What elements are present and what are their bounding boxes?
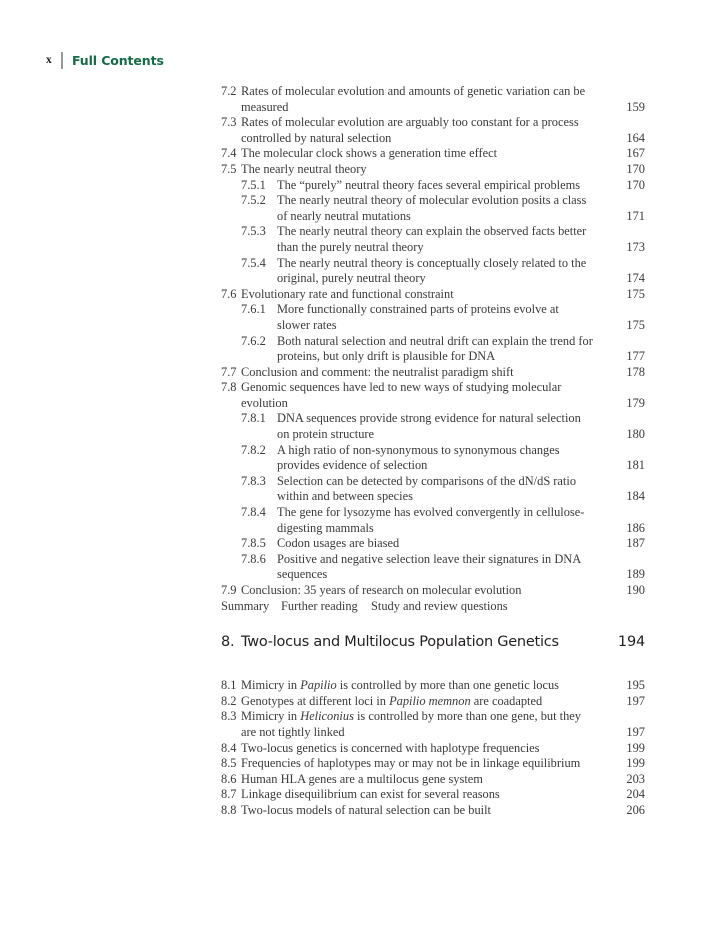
toc-entry-number: 7.8.3 bbox=[241, 473, 266, 488]
toc-entry-number: 7.6.2 bbox=[241, 333, 266, 348]
toc-entry[interactable] bbox=[0, 365, 714, 381]
toc-entry-page-number: 180 bbox=[626, 427, 645, 442]
toc-entry-title: Genomic sequences have led to new ways of studying molecular evolution bbox=[241, 380, 562, 410]
toc-entry[interactable] bbox=[0, 178, 714, 194]
toc-entry-number: 7.8.2 bbox=[241, 442, 266, 457]
toc-entry-number: 8.6 bbox=[221, 771, 237, 786]
backmatter-study-questions[interactable]: Study and review questions bbox=[371, 598, 508, 613]
toc-entry-number: 7.8 bbox=[221, 380, 237, 395]
toc-entry-number: 7.8.5 bbox=[241, 536, 266, 551]
toc-entry-number: 7.9 bbox=[221, 583, 237, 597]
toc-entry-page-number: 178 bbox=[626, 364, 645, 379]
toc-entry-number: 7.6 bbox=[221, 286, 237, 301]
toc-entry[interactable] bbox=[0, 694, 714, 710]
backmatter-further-reading[interactable]: Further reading bbox=[281, 598, 358, 613]
toc-entry-page-number: 190 bbox=[626, 583, 645, 597]
toc-entry[interactable] bbox=[0, 505, 714, 536]
toc-entry-title: Genotypes at different loci in Papilio memnon are coadapted bbox=[241, 693, 543, 708]
toc-entry-page-number: 206 bbox=[626, 802, 645, 817]
toc-entry-page-number: 199 bbox=[626, 740, 645, 755]
toc-entry-title: Human HLA genes are a multilocus gene system bbox=[241, 771, 483, 786]
toc-entry-title: Conclusion: 35 years of research on molecular evolution bbox=[241, 583, 522, 597]
toc-entry-number: 7.3 bbox=[221, 115, 237, 130]
toc-entry-page-number: 171 bbox=[626, 208, 645, 223]
toc-entry-number: 8.7 bbox=[221, 787, 237, 802]
toc-entry[interactable] bbox=[0, 380, 714, 411]
toc-entry-number: 7.5.1 bbox=[241, 177, 266, 192]
toc-entry-title: The nearly neutral theory bbox=[241, 161, 367, 176]
toc-entry-number: 8.5 bbox=[221, 756, 237, 771]
toc-entry-title: Selection can be detected by comparisons of the dN/dS ratio within and between species bbox=[277, 473, 577, 504]
toc-entry-title: The nearly neutral theory of molecular evolution posits a class of nearly neutral mutations bbox=[277, 193, 587, 223]
toc-entry-title: Evolutionary rate and functional constraint bbox=[241, 286, 454, 301]
toc-entry-page-number: 197 bbox=[626, 724, 645, 739]
toc-entry-title: Two-locus genetics is concerned with haplotype frequencies bbox=[241, 740, 540, 755]
toc-entry[interactable] bbox=[0, 709, 714, 740]
toc-entry[interactable] bbox=[0, 146, 714, 162]
toc-entry[interactable] bbox=[0, 256, 714, 287]
folio-number: x bbox=[46, 54, 52, 66]
toc-entry-page-number: 187 bbox=[626, 536, 645, 551]
toc-entry-title: Linkage disequilibrium can exist for several reasons bbox=[241, 787, 500, 802]
toc-entry[interactable] bbox=[0, 474, 714, 505]
running-head bbox=[46, 50, 164, 70]
toc-entry-title: Mimicry in Heliconius is controlled by more than one gene, but they are not tightly linked bbox=[241, 709, 581, 739]
toc-entry[interactable] bbox=[0, 772, 714, 788]
toc-entry-page-number: 170 bbox=[626, 177, 645, 192]
toc-entry-page-number: 195 bbox=[626, 678, 645, 693]
toc-entry-page-number: 179 bbox=[626, 395, 645, 410]
toc-entry[interactable] bbox=[0, 224, 714, 255]
toc-entry[interactable] bbox=[0, 552, 714, 583]
species-name: Papilio memnon bbox=[389, 693, 471, 708]
toc-entry-number: 8.8 bbox=[221, 802, 237, 817]
toc-entry-number: 7.4 bbox=[221, 146, 237, 161]
toc-entry-list bbox=[0, 84, 714, 599]
toc-entry[interactable] bbox=[0, 741, 714, 757]
toc-entry[interactable] bbox=[0, 803, 714, 819]
toc-entry-title: The “purely” neutral theory faces several empirical problems bbox=[277, 177, 581, 192]
toc-entry[interactable] bbox=[0, 583, 714, 599]
toc-entry[interactable] bbox=[0, 443, 714, 474]
toc-entry-page-number: 181 bbox=[626, 458, 645, 473]
toc-entry[interactable] bbox=[0, 756, 714, 772]
toc-entry[interactable] bbox=[0, 193, 714, 224]
toc-entry-page-number: 186 bbox=[626, 520, 645, 535]
toc-entry-title: The molecular clock shows a generation time effect bbox=[241, 146, 498, 161]
toc-entry-title: Mimicry in Papilio is controlled by more than one genetic locus bbox=[241, 678, 559, 693]
toc-entry-page-number: 199 bbox=[626, 756, 645, 771]
toc-entry-number: 7.8.4 bbox=[241, 505, 266, 520]
toc-entry-number: 7.2 bbox=[221, 84, 237, 98]
toc-entry-number: 8.1 bbox=[221, 678, 237, 693]
toc-entry-number: 7.5.3 bbox=[241, 224, 266, 239]
chapter-title: Two-locus and Multilocus Population Genetics bbox=[241, 634, 559, 651]
running-head-title: Full Contents bbox=[71, 52, 164, 68]
toc-entry[interactable] bbox=[0, 787, 714, 803]
toc-entry-page-number: 175 bbox=[626, 317, 645, 332]
toc-entry[interactable] bbox=[0, 411, 714, 442]
chapter-number: 8. bbox=[221, 634, 235, 651]
toc-entry-page-number: 164 bbox=[626, 130, 645, 145]
toc-entry-page-number: 175 bbox=[626, 286, 645, 301]
toc-entry-title: Positive and negative selection leave their signatures in DNA sequences bbox=[277, 551, 581, 582]
toc-entry[interactable] bbox=[0, 115, 714, 146]
toc-entry-number: 7.7 bbox=[221, 364, 237, 379]
toc-entry-page-number: 159 bbox=[626, 99, 645, 114]
toc-entry-title: Codon usages are biased bbox=[277, 536, 400, 551]
toc-entry-page-number: 189 bbox=[626, 567, 645, 582]
toc-entry-title: More functionally constrained parts of proteins evolve at slower rates bbox=[277, 302, 559, 332]
toc-entry-page-number: 170 bbox=[626, 161, 645, 176]
toc-entry-page-number: 167 bbox=[626, 146, 645, 161]
toc-entry-page-number: 203 bbox=[626, 771, 645, 786]
backmatter-links bbox=[0, 599, 714, 615]
toc-entry-page-number: 177 bbox=[626, 349, 645, 364]
toc-entry-title: Frequencies of haplotypes may or may not be in linkage equilibrium bbox=[241, 756, 581, 771]
toc-entry-title: Rates of molecular evolution and amounts of genetic variation can be measured bbox=[241, 84, 586, 114]
toc-entry-title: A high ratio of non-synonymous to synonymous changes provides evidence of selection bbox=[277, 442, 560, 473]
toc-entry-page-number: 184 bbox=[626, 489, 645, 504]
toc-entry-number: 8.2 bbox=[221, 693, 237, 708]
toc-entry[interactable] bbox=[0, 678, 714, 694]
toc-entry[interactable] bbox=[0, 287, 714, 303]
toc-entry[interactable] bbox=[0, 334, 714, 365]
toc-entry-number: 8.4 bbox=[221, 740, 237, 755]
chapter-page-number: 194 bbox=[617, 634, 645, 651]
toc-entry-title: The nearly neutral theory can explain the observed facts better than the purely neutral theory bbox=[277, 224, 587, 254]
toc-entry[interactable] bbox=[0, 162, 714, 178]
table-of-contents bbox=[0, 84, 714, 819]
toc-entry[interactable] bbox=[0, 84, 714, 115]
chapter-heading[interactable] bbox=[0, 634, 714, 664]
toc-entry-title: The gene for lysozyme has evolved convergently in cellulose-digesting mammals bbox=[277, 505, 585, 535]
toc-entry-number: 7.5 bbox=[221, 161, 237, 176]
toc-entry-title: DNA sequences provide strong evidence for natural selection on protein structure bbox=[277, 411, 581, 442]
toc-entry-number: 7.6.1 bbox=[241, 302, 266, 317]
toc-entry-title: Two-locus models of natural selection can be built bbox=[241, 802, 491, 817]
toc-entry-number: 7.8.6 bbox=[241, 551, 266, 566]
toc-entry-page-number: 174 bbox=[626, 271, 645, 286]
chapter-heading-spacer bbox=[0, 664, 714, 678]
toc-entry-title: Conclusion and comment: the neutralist paradigm shift bbox=[241, 364, 514, 379]
toc-entry-title: The nearly neutral theory is conceptually closely related to the original, purely neutral theory bbox=[277, 255, 587, 286]
toc-entry-title: Both natural selection and neutral drift can explain the trend for proteins, but only drift is plausible for DNA bbox=[277, 333, 593, 364]
toc-entry-number: 7.8.1 bbox=[241, 411, 266, 426]
species-name: Heliconius bbox=[300, 709, 354, 724]
toc-entry[interactable] bbox=[0, 302, 714, 333]
toc-entry-number: 7.5.2 bbox=[241, 193, 266, 208]
toc-entry-page-number: 204 bbox=[626, 787, 645, 802]
chapter-entry-list bbox=[0, 678, 714, 818]
toc-entry-title: Rates of molecular evolution are arguably too constant for a process controlled by natural selection bbox=[241, 115, 579, 145]
toc-entry-page-number: 197 bbox=[626, 693, 645, 708]
toc-entry-number: 7.5.4 bbox=[241, 255, 266, 270]
backmatter-summary[interactable]: Summary bbox=[221, 598, 270, 613]
species-name: Papilio bbox=[300, 678, 337, 693]
toc-entry[interactable] bbox=[0, 536, 714, 552]
toc-entry-number: 8.3 bbox=[221, 709, 237, 724]
toc-entry-page-number: 173 bbox=[626, 239, 645, 254]
